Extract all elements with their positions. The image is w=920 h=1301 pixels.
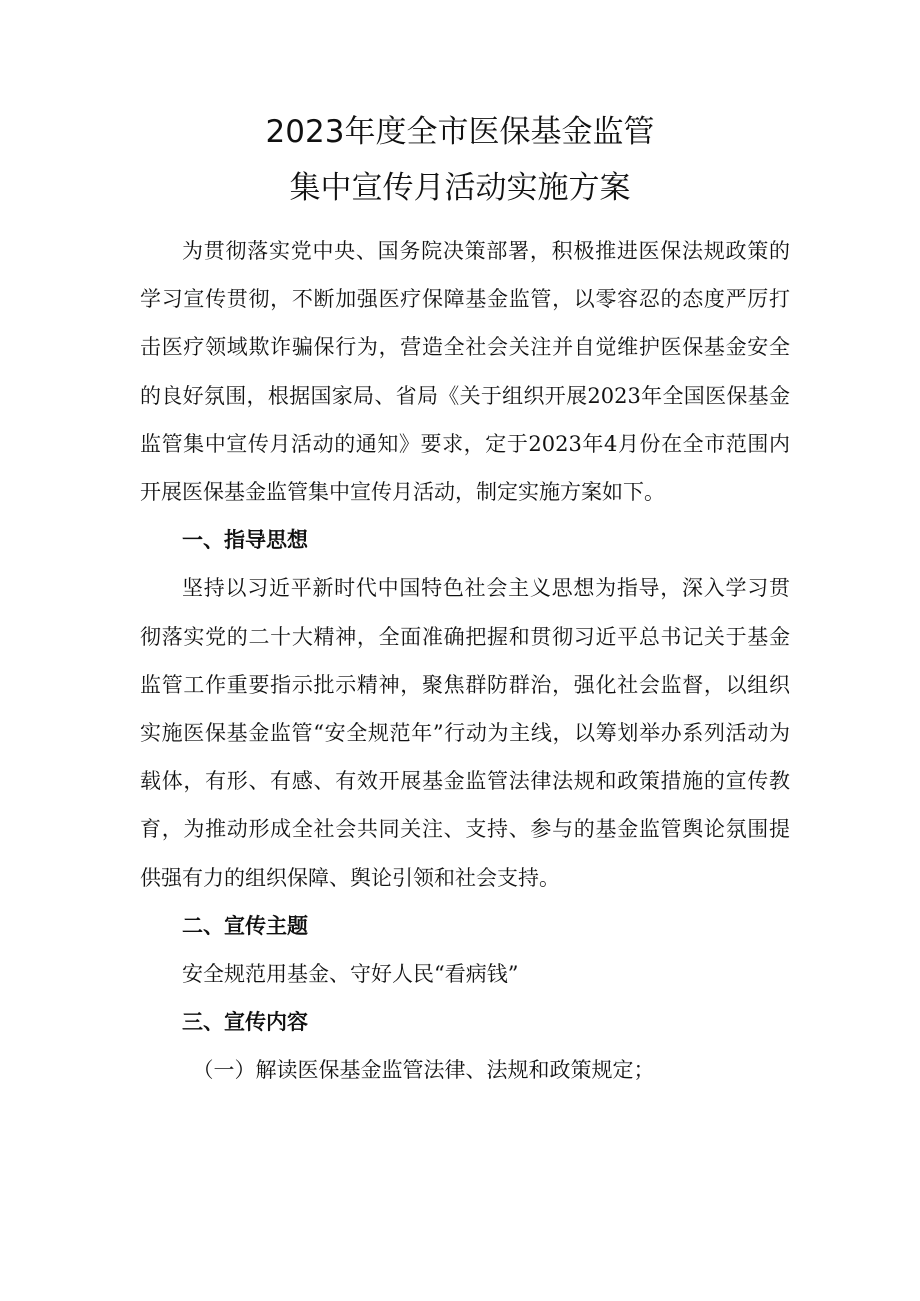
intro-paragraph: 为贯彻落实党中央、国务院决策部署，积极推进医保法规政策的学习宣传贯彻，不断加强医疗保障基金监管，以零容忍的态度严厉打击医疗领域欺诈骗保行为，营造全社会关注并自觉维护医保基金安全的良好氛围，根据国家局、省局《关于组织开展2023年全国医保基金监管集中宣传月活动的通知》要求，定于2023年4月份在全市范围内开展医保基金监管集中宣传月活动，制定实施方案如下。 — [140, 239, 790, 505]
content-item-1: （一）解读医保基金监管法律、法规和政策规定； — [192, 1058, 655, 1083]
title-line-2: 集中宣传月活动实施方案 — [289, 170, 631, 206]
theme-paragraph: 安全规范用基金、守好人民“看病钱” — [182, 962, 519, 987]
title-line-1: 2023年度全市医保基金监管 — [265, 114, 655, 150]
section-heading-guiding-ideology: 一、指导思想 — [182, 528, 308, 553]
document-body — [140, 227, 790, 1095]
section-heading-theme: 二、宣传主题 — [182, 913, 308, 938]
document-title — [0, 104, 920, 216]
guiding-ideology-paragraph: 坚持以习近平新时代中国特色社会主义思想为指导，深入学习贯彻落实党的二十大精神，全面准确把握和贯彻习近平总书记关于基金监管工作重要指示批示精神，聚焦群防群治，强化社会监督，以组织实施医保基金监管“安全规范年”行动为主线，以筹划举办系列活动为载体，有形、有感、有效开展基金监管法律法规和政策措施的宣传教育，为推动形成全社会共同关注、支持、参与的基金监管舆论氛围提供强有力的组织保障、舆论引领和社会支持。 — [140, 576, 790, 890]
section-heading-content: 三、宣传内容 — [182, 1010, 308, 1035]
